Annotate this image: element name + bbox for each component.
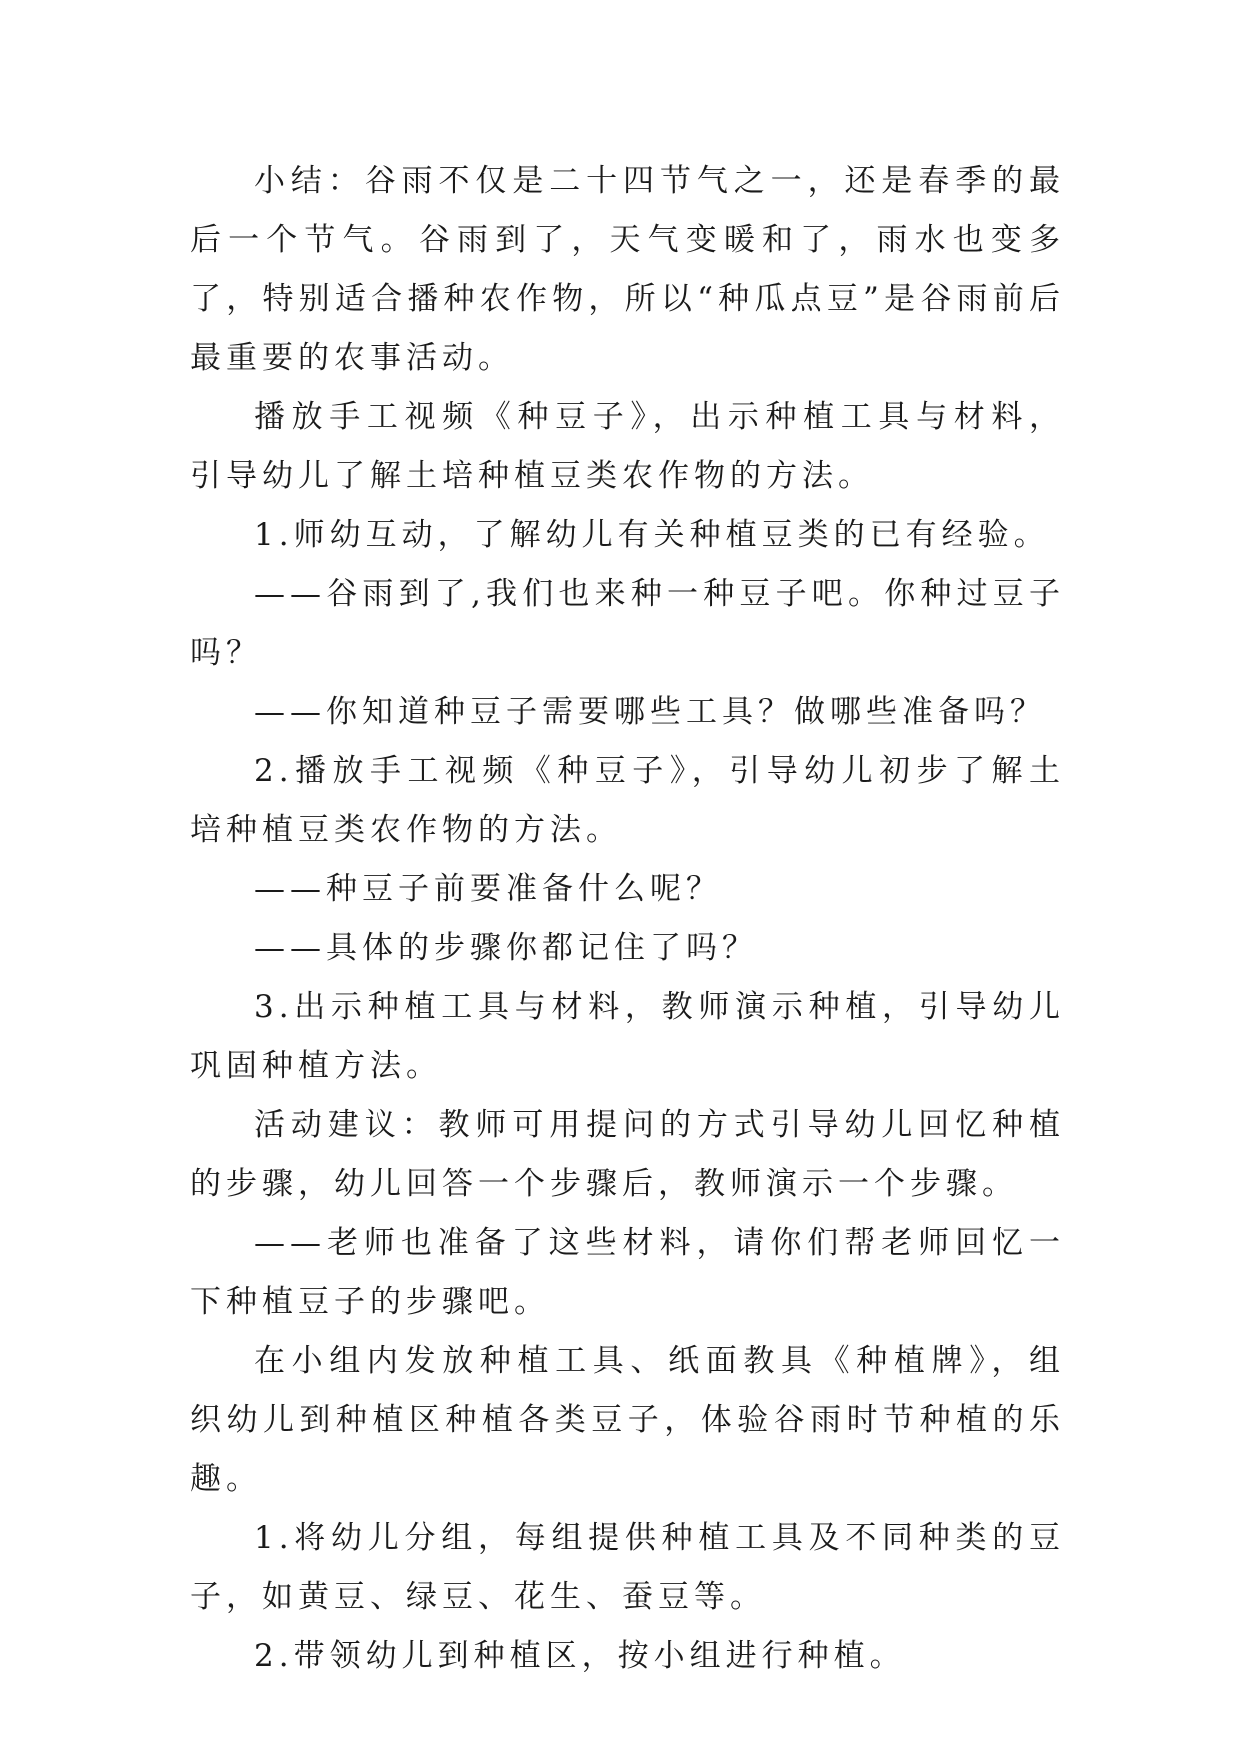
paragraph-video-intro: 播放手工视频《种豆子》，出示种植工具与材料，引导幼儿了解土培种植豆类农作物的方法。 [190,399,1065,494]
paragraph-activity-suggestion: 活动建议：教师可用提问的方式引导幼儿回忆种植的步骤，幼儿回答一个步骤后，教师演示一个步骤。 [190,1107,1065,1202]
paragraph-group-activity: 在小组内发放种植工具、纸面教具《种植牌》，组织幼儿到种植区种植各类豆子，体验谷雨时节种植的乐趣。 [190,1343,1065,1497]
paragraph-question: ——你知道种豆子需要哪些工具？做哪些准备吗？ [254,694,1046,730]
paragraph-question: ——具体的步骤你都记住了吗？ [254,930,758,966]
paragraph-summary: 小结：谷雨不仅是二十四节气之一，还是春季的最后一个节气。谷雨到了，天气变暖和了，雨水也变多了，特别适合播种农作物，所以“种瓜点豆”是谷雨前后最重要的农事活动。 [190,163,1065,376]
paragraph-question: ——老师也准备了这些材料，请你们帮老师回忆一下种植豆子的步骤吧。 [190,1225,1065,1320]
document-page [190,152,1065,1686]
paragraph-question: ——种豆子前要准备什么呢？ [254,871,722,907]
paragraph-group-step-2: 2.带领幼儿到种植区，按小组进行种植。 [254,1638,906,1674]
paragraph-step-3: 3.出示种植工具与材料，教师演示种植，引导幼儿巩固种植方法。 [190,989,1065,1084]
paragraph-step-1: 1.师幼互动，了解幼儿有关种植豆类的已有经验。 [254,517,1050,553]
paragraph-step-2: 2.播放手工视频《种豆子》，引导幼儿初步了解土培种植豆类农作物的方法。 [190,753,1065,848]
paragraph-group-step-1: 1.将幼儿分组，每组提供种植工具及不同种类的豆子，如黄豆、绿豆、花生、蚕豆等。 [190,1520,1065,1615]
paragraph-question: ——谷雨到了,我们也来种一种豆子吧。你种过豆子吗？ [190,576,1065,671]
